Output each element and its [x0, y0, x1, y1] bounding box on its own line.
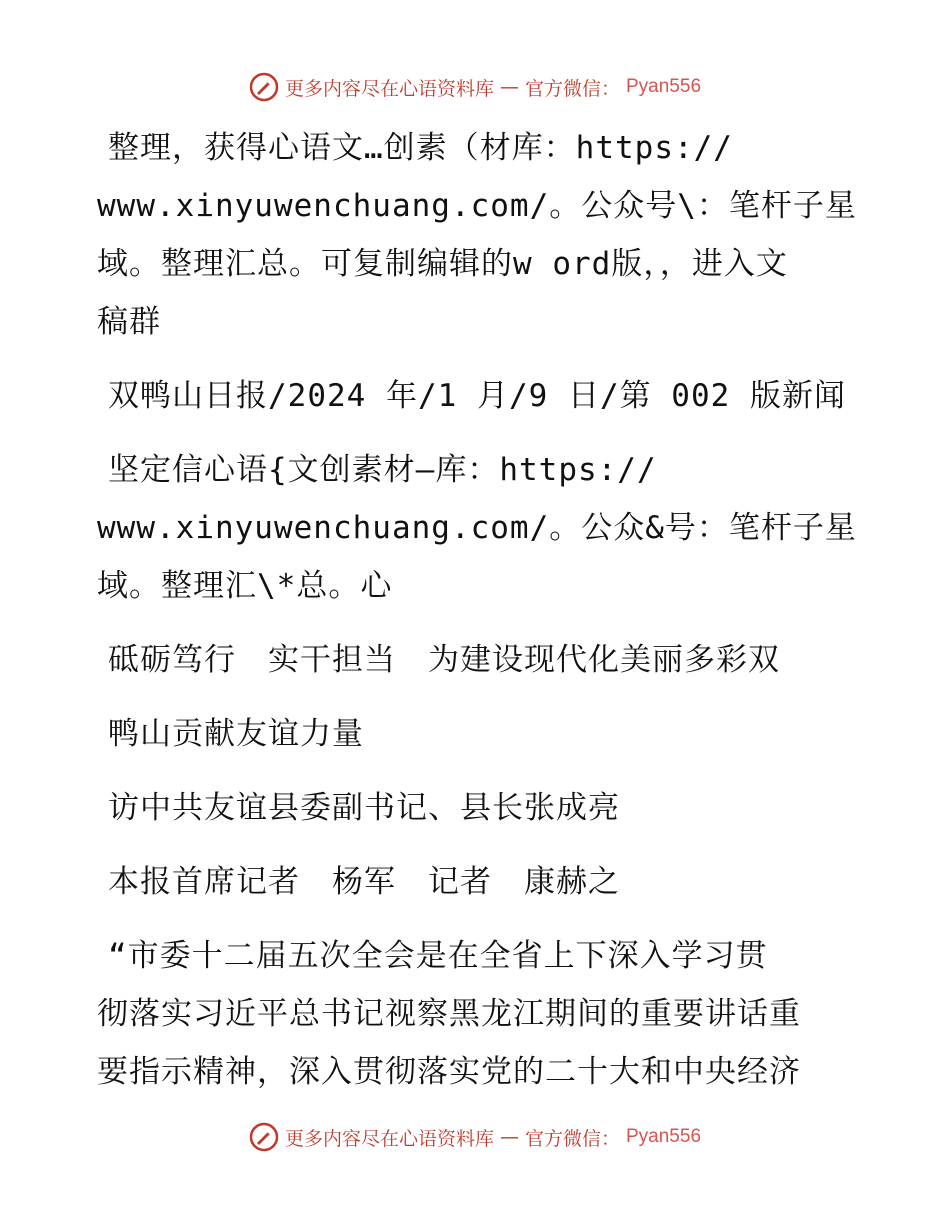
- header-watermark: [0, 72, 950, 102]
- body-line: “市委十二届五次全会是在全省上下深入学习贯: [108, 938, 768, 974]
- body-line: 域。整理汇总。可复制编辑的w ord版，，进入文: [97, 246, 788, 282]
- watermark-handle: Pyan556: [626, 76, 702, 97]
- body-line: 要指示精神，深入贯彻落实党的二十大和中央经济: [97, 1054, 801, 1090]
- article-headline: 砥砺笃行 实干担当 为建设现代化美丽多彩双: [108, 642, 780, 678]
- body-line: 稿群: [97, 304, 161, 340]
- body-line: 坚定信心语{文创素材—库：https://: [108, 452, 657, 488]
- watermark-suffix: 官方微信：: [524, 1127, 620, 1150]
- body-line: 域。整理汇\*总。心: [97, 568, 393, 604]
- seal-logo-icon: [249, 1122, 279, 1152]
- watermark-handle: Pyan556: [626, 1126, 702, 1147]
- seal-logo-icon: [249, 72, 279, 102]
- body-line: 彻落实习近平总书记视察黑龙江期间的重要讲话重: [97, 996, 801, 1032]
- watermark-separator: —: [499, 1126, 519, 1148]
- article-headline: 鸭山贡献友谊力量: [108, 716, 364, 752]
- watermark-text: 更多内容尽在心语资料库: [284, 1127, 494, 1150]
- newspaper-dateline: 双鸭山日报/2024 年/1 月/9 日/第 002 版新闻: [108, 378, 846, 414]
- body-line: 整理，获得心语文…创素（材库：https://: [108, 130, 733, 166]
- watermark-separator: —: [499, 76, 519, 98]
- body-line: www.xinyuwenchuang.com/。公众号\：笔杆子星: [97, 188, 857, 224]
- watermark-text: 更多内容尽在心语资料库: [284, 77, 494, 100]
- footer-watermark: [0, 1122, 950, 1152]
- article-byline: 本报首席记者 杨军 记者 康赫之: [108, 864, 620, 900]
- watermark-suffix: 官方微信：: [524, 77, 620, 100]
- body-line: www.xinyuwenchuang.com/。公众&号：笔杆子星: [97, 510, 857, 546]
- article-subtitle: 访中共友谊县委副书记、县长张成亮: [108, 790, 620, 826]
